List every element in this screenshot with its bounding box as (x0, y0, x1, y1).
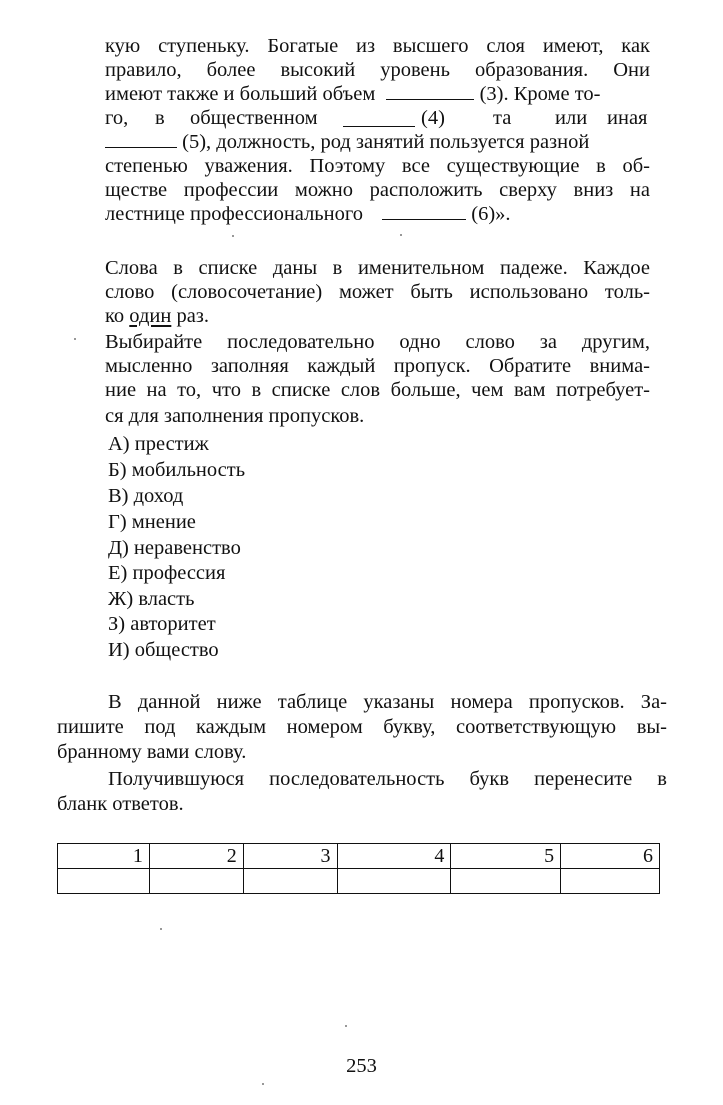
gap-6-blank (382, 202, 466, 220)
scan-speck (160, 928, 162, 930)
passage-text: в (155, 107, 165, 129)
answer-cell[interactable] (58, 869, 150, 894)
instruction2-line-4: Получившуюся последовательность букв перенесите в (108, 768, 667, 790)
answer-cell[interactable] (243, 869, 337, 894)
passage-text: или (555, 107, 588, 129)
passage-line-6: степенью уважения. Поэтому все существующие в об- (105, 155, 650, 177)
option-e: Е) профессия (108, 562, 226, 584)
scan-speck (262, 1083, 264, 1085)
instruction2-line-3: бранному вами слову. (57, 741, 247, 763)
option-b: Б) мобильность (108, 459, 246, 481)
answer-cell[interactable] (149, 869, 243, 894)
passage-text: лестнице профессионального (105, 203, 364, 225)
instruction-line-3 (105, 304, 209, 328)
instruction-text: ко (105, 305, 130, 327)
instruction-line-1: Слова в списке даны в именительном падеже. Каждое (105, 257, 650, 279)
passage-line-1: кую ступеньку. Богатые из высшего слоя имеют, как (105, 35, 650, 57)
instruction-line-2: слово (словосочетание) может быть использовано толь- (105, 281, 650, 303)
option-v: В) доход (108, 485, 184, 507)
answer-table (57, 843, 660, 894)
option-a: А) престиж (108, 433, 209, 455)
scan-speck (400, 234, 402, 236)
passage-text: имеют также и больший объем (105, 83, 376, 105)
passage-text: (4) (421, 107, 445, 129)
passage-line-2: правило, более высокий уровень образования. Они (105, 59, 650, 81)
instruction-line-4: Выбирайте последовательно одно слово за другим, (105, 331, 650, 353)
emphasized-word: один (129, 305, 172, 327)
instruction-line-5: мысленно заполняя каждый пропуск. Обратите внима- (105, 355, 650, 377)
gap-number-cell: 1 (58, 844, 150, 869)
option-z: З) авторитет (108, 613, 216, 635)
page-number: 253 (346, 1055, 377, 1077)
answer-cell[interactable] (561, 869, 660, 894)
passage-text: (5), должность, род занятий пользуется разной (182, 131, 590, 153)
passage-line-7: ществе профессии можно расположить сверху вниз на (105, 179, 650, 201)
scan-speck (232, 235, 234, 237)
gap-number-cell: 3 (243, 844, 337, 869)
passage-text: (3). Кроме то- (479, 83, 601, 105)
passage-line-3 (105, 82, 650, 106)
answer-cell[interactable] (451, 869, 561, 894)
gap-3-blank (386, 82, 474, 100)
instruction-text: раз. (171, 305, 210, 327)
gap-number-cell: 4 (337, 844, 451, 869)
passage-text: го, (105, 107, 129, 129)
instruction-line-6: ние на то, что в списке слов больше, чем вам потребует- (105, 379, 650, 401)
answer-table-answer-row (58, 869, 660, 894)
option-i: И) общество (108, 639, 219, 661)
option-d: Д) неравенство (108, 537, 241, 559)
answer-cell[interactable] (337, 869, 451, 894)
gap-number-cell: 6 (561, 844, 660, 869)
passage-text: общественном (190, 107, 318, 129)
instruction-line-7: ся для заполнения пропусков. (105, 405, 365, 427)
passage-text: та (493, 107, 512, 129)
gap-4-blank (343, 109, 415, 127)
scan-speck (345, 1025, 347, 1027)
gap-5-blank (105, 130, 177, 148)
option-g: Г) мнение (108, 511, 196, 533)
passage-text: (6)». (471, 203, 511, 225)
instruction2-line-2: пишите под каждым номером букву, соответствующую вы- (57, 716, 667, 738)
gap-number-cell: 5 (451, 844, 561, 869)
passage-text: иная (607, 107, 648, 129)
gap-number-cell: 2 (149, 844, 243, 869)
instruction2-line-1: В данной ниже таблице указаны номера пропусков. За- (108, 691, 667, 713)
answer-table-header-row (58, 844, 660, 869)
scan-speck (74, 338, 76, 340)
option-zh: Ж) власть (108, 588, 195, 610)
instruction2-line-5: бланк ответов. (57, 793, 184, 815)
passage-line-5 (105, 130, 650, 154)
passage-line-8 (105, 202, 650, 226)
